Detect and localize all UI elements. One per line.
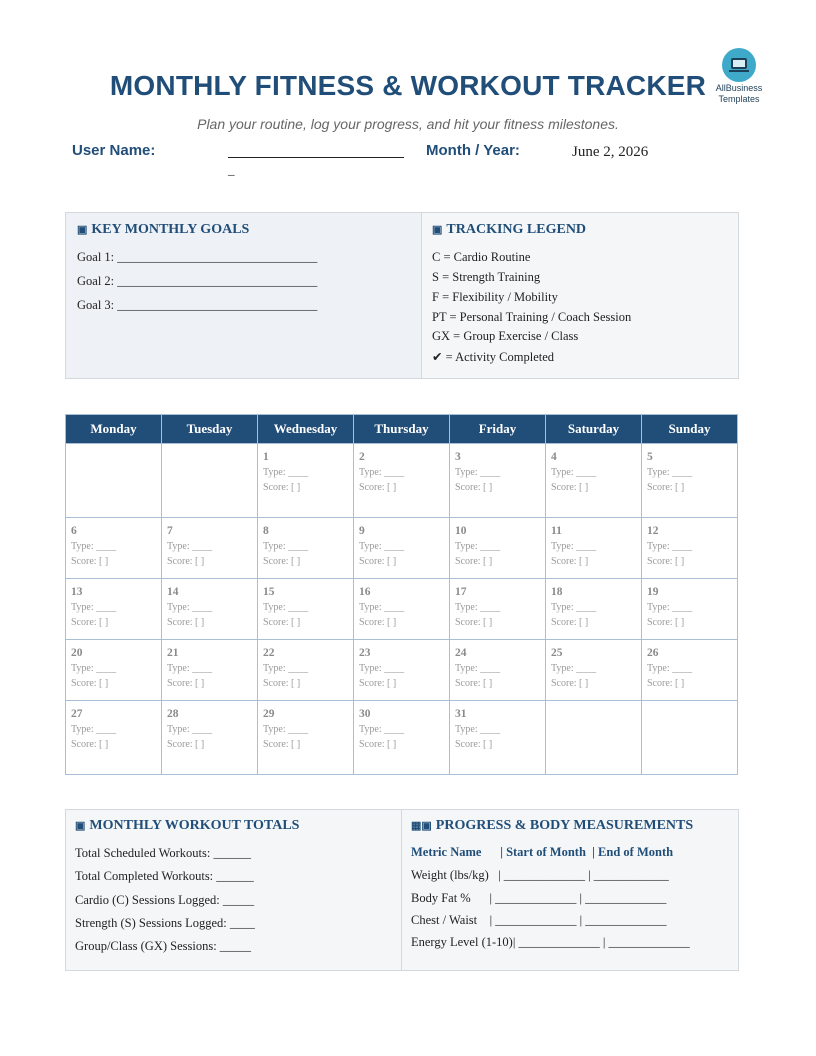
logo-text-line2: Templates <box>718 94 760 104</box>
legend-heading: ▣ TRACKING LEGEND <box>432 222 587 237</box>
measurement-icon: ▦▣ <box>411 820 432 832</box>
workout-type-field[interactable]: Type: ____ <box>167 602 213 613</box>
day-header: Thursday <box>354 415 450 444</box>
workout-type-field[interactable]: Type: ____ <box>263 663 309 674</box>
workout-type-field[interactable]: Type: ____ <box>455 724 501 735</box>
workout-type-field[interactable]: Type: ____ <box>551 541 597 552</box>
workout-type-field[interactable]: Type: ____ <box>263 602 309 613</box>
workout-type-field[interactable]: Type: ____ <box>71 541 117 552</box>
day-number: 22 <box>263 647 275 659</box>
day-header: Saturday <box>546 415 642 444</box>
calendar-week-row <box>66 579 738 640</box>
calendar-day-cell[interactable] <box>546 444 642 518</box>
totals-heading: ▣ MONTHLY WORKOUT TOTALS <box>75 818 300 833</box>
workout-score-field[interactable]: Score: [ ] <box>359 678 397 689</box>
calendar-day-cell[interactable] <box>162 518 258 579</box>
stray-underscore: _ <box>228 162 235 177</box>
total-scheduled-line[interactable]: Total Scheduled Workouts: ______ <box>75 846 251 860</box>
workout-type-field[interactable]: Type: ____ <box>647 467 693 478</box>
workout-score-field[interactable]: Score: [ ] <box>647 482 685 493</box>
calendar-day-cell[interactable] <box>354 579 450 640</box>
calendar-day-cell[interactable] <box>450 640 546 701</box>
day-number: 14 <box>167 586 179 598</box>
calendar-day-cell[interactable] <box>642 518 738 579</box>
calendar-day-cell[interactable] <box>546 640 642 701</box>
panel-divider <box>401 810 402 970</box>
legend-icon: ▣ <box>432 224 443 236</box>
calendar-week-row <box>66 640 738 701</box>
legend-item-completed: ✔ = Activity Completed <box>432 350 555 364</box>
day-number: 18 <box>551 586 563 598</box>
day-number: 30 <box>359 708 371 720</box>
day-header: Friday <box>450 415 546 444</box>
goal-icon: ▣ <box>77 224 88 236</box>
day-number: 12 <box>647 525 659 537</box>
calendar-table <box>65 414 738 775</box>
workout-type-field[interactable]: Type: ____ <box>647 541 693 552</box>
workout-score-field[interactable]: Score: [ ] <box>551 556 589 567</box>
day-number: 1 <box>263 451 269 463</box>
workout-type-field[interactable]: Type: ____ <box>71 663 117 674</box>
goal-line-1[interactable]: Goal 1: ________________________________ <box>77 250 318 264</box>
goals-heading: ▣ KEY MONTHLY GOALS <box>77 222 250 237</box>
workout-type-field[interactable]: Type: ____ <box>455 663 501 674</box>
calendar-day-cell[interactable] <box>162 701 258 775</box>
workout-score-field[interactable]: Score: [ ] <box>647 678 685 689</box>
workout-type-field[interactable]: Type: ____ <box>359 602 405 613</box>
day-number: 23 <box>359 647 371 659</box>
month-year-label: Month / Year: <box>426 142 520 159</box>
calendar-empty-cell <box>66 444 162 518</box>
cardio-sessions-line[interactable]: Cardio (C) Sessions Logged: _____ <box>75 893 255 907</box>
workout-score-field[interactable]: Score: [ ] <box>71 739 109 750</box>
goal-line-3[interactable]: Goal 3: ________________________________ <box>77 298 318 312</box>
day-number: 2 <box>359 451 365 463</box>
workout-score-field[interactable]: Score: [ ] <box>551 482 589 493</box>
workout-score-field[interactable]: Score: [ ] <box>167 617 205 628</box>
day-number: 20 <box>71 647 83 659</box>
workout-type-field[interactable]: Type: ____ <box>263 541 309 552</box>
workout-score-field[interactable]: Score: [ ] <box>455 678 493 689</box>
workout-type-field[interactable]: Type: ____ <box>359 724 405 735</box>
calendar-day-cell[interactable] <box>642 444 738 518</box>
calendar-day-cell[interactable] <box>258 518 354 579</box>
calendar-day-cell[interactable] <box>66 518 162 579</box>
calendar-day-cell[interactable] <box>258 579 354 640</box>
calendar-day-cell[interactable] <box>450 701 546 775</box>
workout-type-field[interactable]: Type: ____ <box>455 541 501 552</box>
legend-item-cardio: C = Cardio Routine <box>432 250 531 264</box>
day-number: 4 <box>551 451 557 463</box>
workout-score-field[interactable]: Score: [ ] <box>455 739 493 750</box>
day-number: 19 <box>647 586 659 598</box>
workout-type-field[interactable]: Type: ____ <box>167 724 213 735</box>
calendar-day-cell[interactable] <box>162 640 258 701</box>
workout-score-field[interactable]: Score: [ ] <box>263 556 301 567</box>
workout-score-field[interactable]: Score: [ ] <box>263 482 301 493</box>
day-header: Monday <box>66 415 162 444</box>
day-number: 24 <box>455 647 467 659</box>
legend-item-group-exercise: GX = Group Exercise / Class <box>432 329 579 343</box>
workout-score-field[interactable]: Score: [ ] <box>167 556 205 567</box>
calendar-day-cell[interactable] <box>642 579 738 640</box>
workout-type-field[interactable]: Type: ____ <box>167 663 213 674</box>
day-number: 27 <box>71 708 83 720</box>
workout-type-field[interactable]: Type: ____ <box>551 602 597 613</box>
workout-type-field[interactable]: Type: ____ <box>263 467 309 478</box>
goal-line-2[interactable]: Goal 2: ________________________________ <box>77 274 318 288</box>
workout-type-field[interactable]: Type: ____ <box>71 724 117 735</box>
calendar-day-cell[interactable] <box>354 701 450 775</box>
workout-type-field[interactable]: Type: ____ <box>263 724 309 735</box>
page-title: MONTHLY FITNESS & WORKOUT TRACKER <box>109 70 707 101</box>
workout-type-field[interactable]: Type: ____ <box>455 602 501 613</box>
user-name-field[interactable] <box>228 157 404 158</box>
progress-heading: ▦▣ PROGRESS & BODY MEASUREMENTS <box>411 818 694 833</box>
calendar-day-cell[interactable] <box>450 444 546 518</box>
workout-score-field[interactable]: Score: [ ] <box>359 739 397 750</box>
day-number: 8 <box>263 525 269 537</box>
workout-score-field[interactable]: Score: [ ] <box>359 556 397 567</box>
day-number: 26 <box>647 647 659 659</box>
metric-row-energy[interactable]: Energy Level (1-10)| _____________ | _____________ <box>411 935 690 949</box>
workout-score-field[interactable]: Score: [ ] <box>263 678 301 689</box>
metric-row-chest-waist[interactable]: Chest / Waist | _____________ | _____________ <box>411 913 667 927</box>
total-completed-line[interactable]: Total Completed Workouts: ______ <box>75 869 254 883</box>
workout-type-field[interactable]: Type: ____ <box>551 663 597 674</box>
calendar-empty-cell <box>162 444 258 518</box>
user-name-label: User Name: <box>72 142 156 159</box>
calendar-empty-cell <box>546 701 642 775</box>
day-number: 17 <box>455 586 467 598</box>
calendar-day-cell[interactable] <box>258 701 354 775</box>
workout-type-field[interactable]: Type: ____ <box>359 467 405 478</box>
calendar-day-cell[interactable] <box>66 701 162 775</box>
workout-type-field[interactable]: Type: ____ <box>455 467 501 478</box>
day-number: 3 <box>455 451 461 463</box>
metric-row-weight[interactable]: Weight (lbs/kg) | _____________ | ____________ <box>411 868 669 882</box>
day-number: 13 <box>71 586 83 598</box>
calendar-day-cell[interactable] <box>354 518 450 579</box>
metrics-header-row: Metric Name | Start of Month | End of Month <box>411 845 674 859</box>
day-number: 15 <box>263 586 275 598</box>
totals-icon: ▣ <box>75 820 86 832</box>
day-header: Tuesday <box>162 415 258 444</box>
day-header: Sunday <box>642 415 738 444</box>
workout-score-field[interactable]: Score: [ ] <box>647 556 685 567</box>
workout-score-field[interactable]: Score: [ ] <box>359 482 397 493</box>
page-subtitle: Plan your routine, log your progress, and hit your fitness milestones. <box>197 116 619 132</box>
workout-type-field[interactable]: Type: ____ <box>359 541 405 552</box>
workout-type-field[interactable]: Type: ____ <box>167 541 213 552</box>
calendar-day-cell[interactable] <box>258 640 354 701</box>
workout-score-field[interactable]: Score: [ ] <box>263 617 301 628</box>
workout-score-field[interactable]: Score: [ ] <box>455 617 493 628</box>
calendar-day-cell[interactable] <box>354 640 450 701</box>
day-number: 5 <box>647 451 653 463</box>
calendar-day-cell[interactable] <box>258 444 354 518</box>
workout-score-field[interactable]: Score: [ ] <box>551 617 589 628</box>
workout-score-field[interactable]: Score: [ ] <box>167 739 205 750</box>
workout-score-field[interactable]: Score: [ ] <box>167 678 205 689</box>
legend-item-flexibility: F = Flexibility / Mobility <box>432 290 558 304</box>
calendar-day-cell[interactable] <box>450 579 546 640</box>
workout-type-field[interactable]: Type: ____ <box>647 602 693 613</box>
month-year-value[interactable]: June 2, 2026 <box>572 144 649 160</box>
day-number: 21 <box>167 647 179 659</box>
calendar-day-cell[interactable] <box>66 579 162 640</box>
workout-score-field[interactable]: Score: [ ] <box>359 617 397 628</box>
calendar-day-cell[interactable] <box>546 518 642 579</box>
strength-sessions-line[interactable]: Strength (S) Sessions Logged: ____ <box>75 916 255 930</box>
workout-score-field[interactable]: Score: [ ] <box>71 678 109 689</box>
calendar-header-row <box>66 415 738 444</box>
day-number: 9 <box>359 525 365 537</box>
day-number: 25 <box>551 647 563 659</box>
workout-score-field[interactable]: Score: [ ] <box>551 678 589 689</box>
panel-divider <box>421 213 422 378</box>
workout-score-field[interactable]: Score: [ ] <box>455 556 493 567</box>
calendar-empty-cell <box>642 701 738 775</box>
workout-type-field[interactable]: Type: ____ <box>71 602 117 613</box>
totals-progress-panel <box>65 809 739 971</box>
workout-score-field[interactable]: Score: [ ] <box>263 739 301 750</box>
calendar-day-cell[interactable] <box>450 518 546 579</box>
workout-score-field[interactable]: Score: [ ] <box>71 556 109 567</box>
calendar-day-cell[interactable] <box>162 579 258 640</box>
goals-legend-panel <box>65 212 739 379</box>
calendar-week-row <box>66 701 738 775</box>
day-header: Wednesday <box>258 415 354 444</box>
calendar-week-row <box>66 518 738 579</box>
workout-score-field[interactable]: Score: [ ] <box>455 482 493 493</box>
legend-item-personal-training: PT = Personal Training / Coach Session <box>432 310 632 324</box>
day-number: 11 <box>551 525 562 537</box>
workout-score-field[interactable]: Score: [ ] <box>647 617 685 628</box>
workout-type-field[interactable]: Type: ____ <box>647 663 693 674</box>
group-sessions-line[interactable]: Group/Class (GX) Sessions: _____ <box>75 939 252 953</box>
workout-type-field[interactable]: Type: ____ <box>359 663 405 674</box>
day-number: 28 <box>167 708 179 720</box>
workout-score-field[interactable]: Score: [ ] <box>71 617 109 628</box>
calendar-week-row <box>66 444 738 518</box>
calendar-day-cell[interactable] <box>354 444 450 518</box>
calendar-day-cell[interactable] <box>642 640 738 701</box>
calendar-day-cell[interactable] <box>546 579 642 640</box>
logo-text-line1: AllBusiness <box>715 83 763 93</box>
day-number: 6 <box>71 525 77 537</box>
calendar-day-cell[interactable] <box>66 640 162 701</box>
legend-item-strength: S = Strength Training <box>432 270 541 284</box>
day-number: 10 <box>455 525 467 537</box>
metric-row-body-fat[interactable]: Body Fat % | _____________ | _____________ <box>411 891 667 905</box>
workout-type-field[interactable]: Type: ____ <box>551 467 597 478</box>
day-number: 29 <box>263 708 275 720</box>
day-number: 16 <box>359 586 371 598</box>
day-number: 7 <box>167 525 173 537</box>
day-number: 31 <box>455 708 467 720</box>
